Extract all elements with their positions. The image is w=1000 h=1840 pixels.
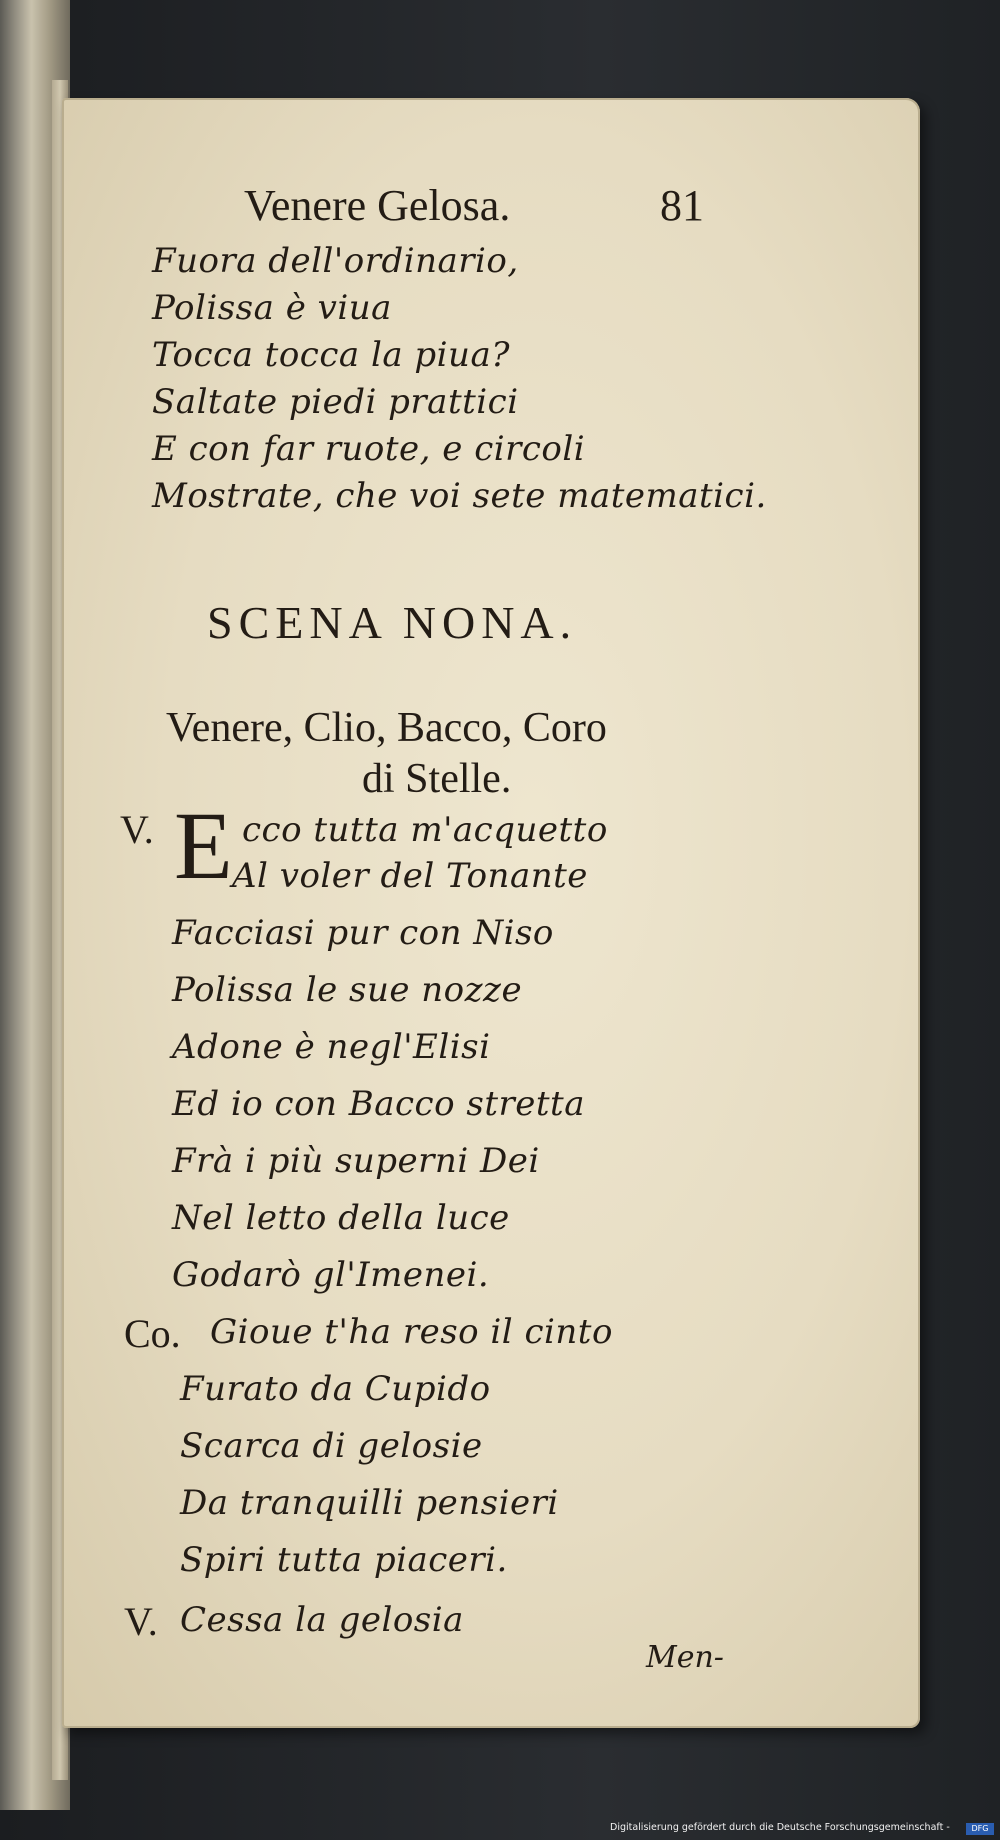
characters-line: Venere, Clio, Bacco, Coro xyxy=(166,705,607,751)
speaker-label: Co. xyxy=(124,1311,181,1356)
running-title: Venere Gelosa. xyxy=(244,181,511,230)
verse-line: Ed io con Bacco stretta xyxy=(172,1084,585,1124)
verse-line: Adone è negl'Elisi xyxy=(172,1027,491,1067)
book-page xyxy=(62,98,920,1728)
verse-line: Furato da Cupido xyxy=(180,1369,491,1409)
scene-heading: SCENA NONA. xyxy=(207,597,578,648)
verse-line: Frà i più superni Dei xyxy=(172,1141,540,1181)
dfg-logo: DFG xyxy=(966,1823,994,1835)
verse-line: Gioue t'ha reso il cinto xyxy=(210,1312,613,1352)
verse-line: Cessa la gelosia xyxy=(180,1600,464,1640)
verse-line: Da tranquilli pensieri xyxy=(180,1483,559,1523)
characters-line: di Stelle. xyxy=(362,756,512,802)
speaker-label: V. xyxy=(124,1599,158,1644)
verse-line: Mostrate, che voi sete matematici. xyxy=(152,476,767,516)
catchword: Men- xyxy=(646,1640,724,1675)
verse-line: E con far ruote, e circoli xyxy=(152,429,586,469)
verse-line: Nel letto della luce xyxy=(172,1198,510,1238)
verse-line: Scarca di gelosie xyxy=(180,1426,483,1466)
page-number: 81 xyxy=(660,181,704,230)
verse-line: Polissa le sue nozze xyxy=(172,970,523,1010)
verse-line: Godarò gl'Imenei. xyxy=(172,1255,490,1295)
verse-line: Facciasi pur con Niso xyxy=(172,913,554,953)
digitization-credit: Digitalisierung gefördert durch die Deutsche Forschungsgemeinschaft - xyxy=(610,1822,950,1833)
verse-line: Spiri tutta piaceri. xyxy=(180,1540,508,1580)
drop-cap: E xyxy=(174,792,233,899)
speaker-label: V. xyxy=(120,807,154,852)
verse-line: Fuora dell'ordinario, xyxy=(152,241,519,281)
verse-line: cco tutta m'acquetto xyxy=(242,810,608,850)
verse-line: Al voler del Tonante xyxy=(232,856,588,896)
verse-line: Saltate piedi prattici xyxy=(152,382,519,422)
verse-line: Tocca tocca la piua? xyxy=(152,335,510,375)
verse-line: Polissa è viua xyxy=(152,288,392,328)
